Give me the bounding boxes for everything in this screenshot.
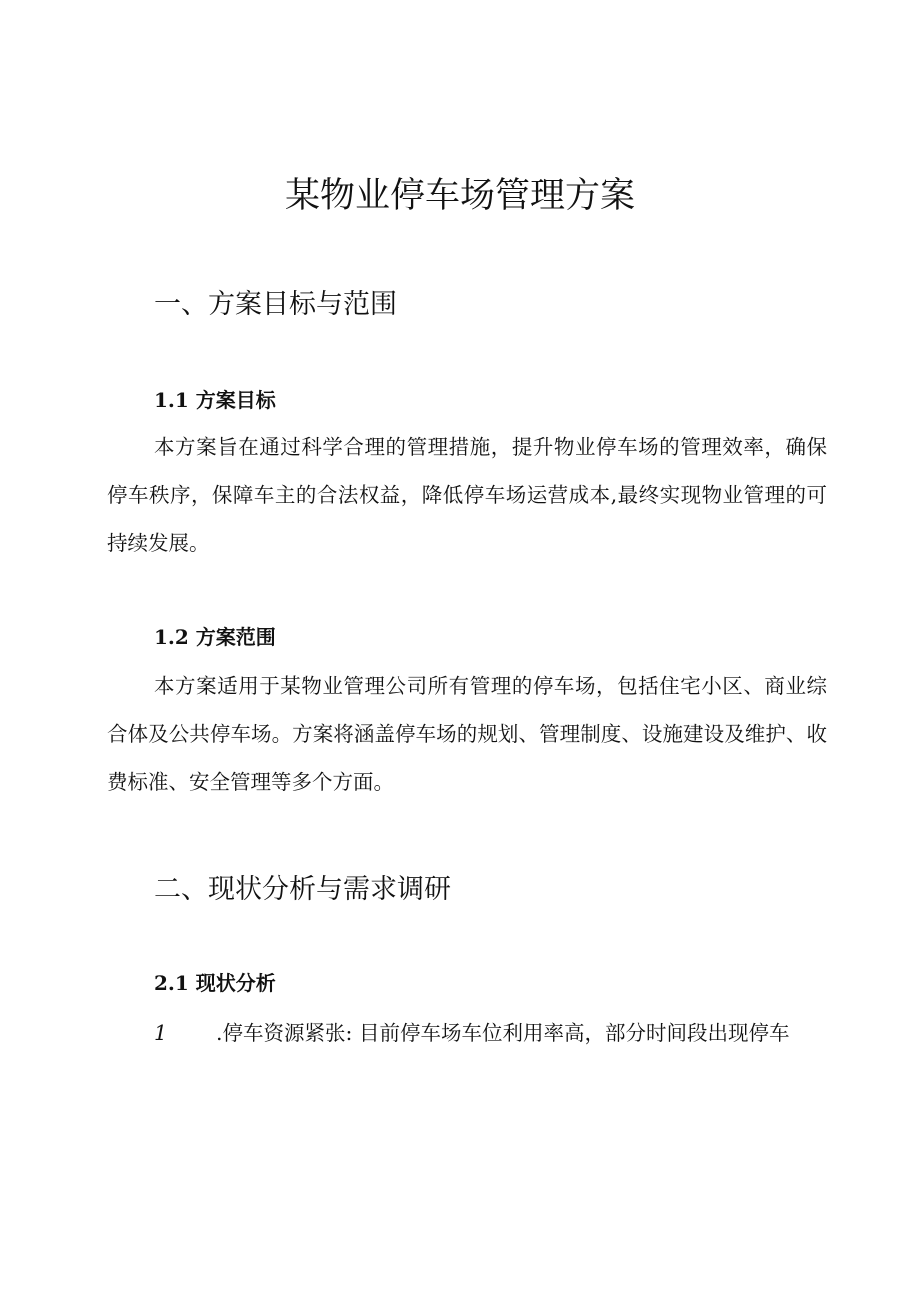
section-heading-1: 一、方案目标与范围: [154, 289, 397, 320]
subsection-heading-1-2: 1.2 方案范围: [154, 625, 276, 649]
subsection-heading-2-1: 2.1 现状分析: [154, 971, 276, 995]
document-title: 某物业停车场管理方案: [284, 176, 635, 216]
list-item: [154, 1017, 789, 1049]
paragraph-1-1: 本方案旨在通过科学合理的管理措施，提升物业停车场的管理效率，确保停车秩序，保障车主的合法权益，降低停车场运营成本,最终实现物业管理的可持续发展。: [107, 435, 827, 555]
paragraph-1-2: 本方案适用于某物业管理公司所有管理的停车场，包括住宅小区、商业综合体及公共停车场。方案将涵盖停车场的规划、管理制度、设施建设及维护、收费标准、安全管理等多个方面。: [107, 674, 827, 794]
list-item-text: .停车资源紧张: 目前停车场车位利用率高，部分时间段出现停车: [216, 1021, 790, 1045]
list-item-number: 1: [154, 1021, 168, 1045]
subsection-heading-1-1: 1.1 方案目标: [154, 388, 276, 412]
section-heading-2: 二、现状分析与需求调研: [154, 874, 451, 905]
